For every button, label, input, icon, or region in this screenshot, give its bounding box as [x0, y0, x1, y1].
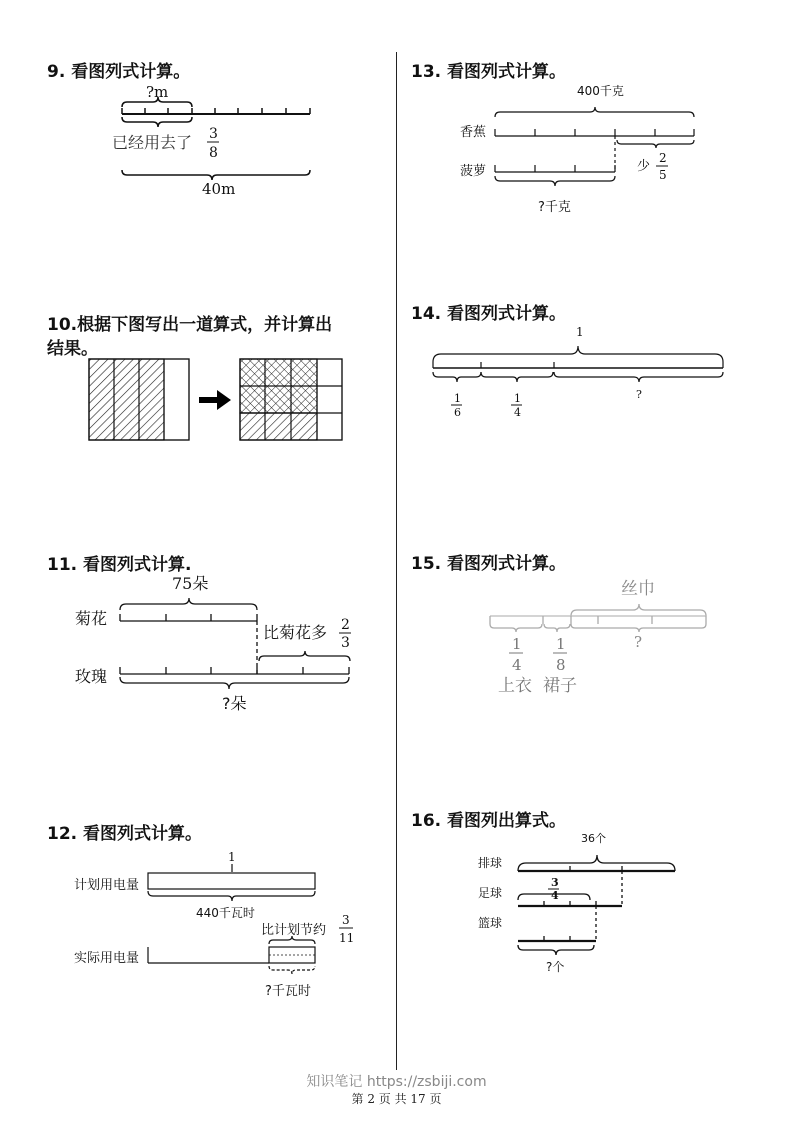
q15-f1-num: 1	[512, 635, 522, 653]
q16-count-label: 36个	[581, 832, 606, 845]
q10-diagram	[89, 359, 342, 440]
q15-scarf-brace	[571, 604, 706, 616]
q15-brace-3	[571, 624, 706, 632]
q9-frac-den: 8	[209, 145, 218, 161]
watermark: 知识笔记 https://zsbiji.com	[306, 1074, 487, 1090]
question-11-title: 11. 看图列式计算.	[47, 555, 192, 575]
q9-total-brace	[122, 170, 310, 180]
q15-jacket-label: 上衣	[498, 676, 532, 696]
q9-used-brace	[122, 117, 192, 127]
q9-total-label: 40m	[202, 180, 236, 198]
q11-diagram	[75, 574, 351, 713]
q15-brace-2	[544, 624, 570, 632]
q13-frac-num: 2	[659, 151, 667, 165]
q12-diagram	[74, 850, 354, 999]
q9-diagram	[112, 83, 310, 198]
q12-plan-bar	[148, 873, 315, 889]
q11-row2-label: 玫瑰	[75, 667, 108, 686]
question-16-title: 16. 看图列出算式。	[411, 811, 567, 831]
q16-row1-label: 排球	[478, 856, 503, 870]
q14-brace-1	[433, 372, 481, 382]
q16-unknown-label: ?个	[546, 960, 565, 974]
q11-bottom-brace	[120, 677, 349, 689]
q15-scarf-label: 丝巾	[621, 579, 655, 599]
q11-top-brace	[120, 598, 257, 610]
q12-plan-brace	[148, 891, 315, 901]
q13-top-brace	[495, 107, 694, 117]
q10-arrow-icon	[199, 390, 231, 410]
q12-frac-num: 3	[342, 913, 350, 927]
q14-unknown-label: ?	[636, 388, 642, 401]
q13-frac-den: 5	[659, 168, 667, 182]
q14-f1-num: 1	[454, 392, 461, 405]
q11-row1-label: 菊花	[75, 609, 108, 628]
question-9-title: 9. 看图列式计算。	[47, 62, 191, 82]
q11-more-brace	[259, 651, 350, 661]
q16-bottom-brace	[518, 945, 594, 955]
q14-f1-den: 6	[454, 406, 461, 419]
q13-bottom-brace	[495, 176, 615, 186]
q12-unknown-label: ?千瓦时	[265, 984, 311, 999]
q12-save-label: 比计划节约	[261, 923, 327, 938]
q16-row2-label: 足球	[478, 886, 503, 900]
q15-f2-num: 1	[556, 635, 566, 653]
q12-one-label: 1	[228, 850, 236, 864]
q11-frac-num: 2	[341, 617, 350, 633]
q14-f2-den: 4	[514, 406, 521, 419]
q12-row2-label: 实际用电量	[74, 951, 140, 966]
q14-diagram	[433, 325, 723, 419]
q13-less-brace	[617, 140, 694, 148]
question-10-title-line2: 结果。	[47, 339, 98, 359]
q11-top-label: 75朵	[172, 574, 209, 593]
q14-top-brace	[433, 346, 723, 362]
q15-f1-den: 4	[512, 656, 522, 674]
q13-row1-label: 香蕉	[460, 125, 487, 140]
page-number: 第 2 页 共 17 页	[351, 1092, 442, 1106]
q15-f2-den: 8	[556, 656, 566, 674]
q12-row1-label: 计划用电量	[74, 878, 140, 893]
question-10-title: 10.根据下图写出一道算式，并计算出	[47, 315, 333, 335]
q15-brace-1	[490, 624, 542, 632]
q11-more-label: 比菊花多	[263, 623, 328, 642]
q15-unknown-label: ?	[634, 633, 643, 651]
q12-frac-den: 11	[339, 931, 355, 945]
question-15-title: 15. 看图列式计算。	[411, 554, 567, 574]
question-12-title: 12. 看图列式计算。	[47, 824, 203, 844]
q15-skirt-label: 裙子	[543, 676, 577, 696]
q11-frac-den: 3	[341, 635, 350, 651]
q13-less-label: 少	[637, 159, 651, 174]
q16-top-brace	[518, 855, 675, 871]
q13-diagram	[460, 84, 694, 215]
q15-diagram	[490, 579, 706, 696]
q14-brace-2	[481, 372, 553, 382]
q14-one-label: 1	[576, 325, 584, 339]
q14-brace-3	[554, 372, 723, 382]
q16-frac-num: 3	[551, 876, 559, 889]
q13-total-label: 400千克	[577, 84, 624, 98]
q12-kwh-label: 440千瓦时	[196, 906, 255, 920]
q11-unknown-label: ?朵	[222, 694, 247, 713]
q16-row3-label: 篮球	[478, 916, 503, 930]
q16-diagram	[478, 832, 675, 974]
q14-f2-num: 1	[514, 392, 521, 405]
question-13-title: 13. 看图列式计算。	[411, 62, 567, 82]
q9-unknown-label: ?m	[146, 83, 169, 101]
q9-frac-num: 3	[209, 126, 218, 142]
q9-used-label: 已经用去了	[112, 133, 193, 152]
question-14-title: 14. 看图列式计算。	[411, 304, 567, 324]
q16-frac-den: 4	[551, 889, 559, 902]
q13-row2-label: 菠萝	[460, 164, 487, 179]
q13-unknown-label: ?千克	[538, 200, 571, 215]
